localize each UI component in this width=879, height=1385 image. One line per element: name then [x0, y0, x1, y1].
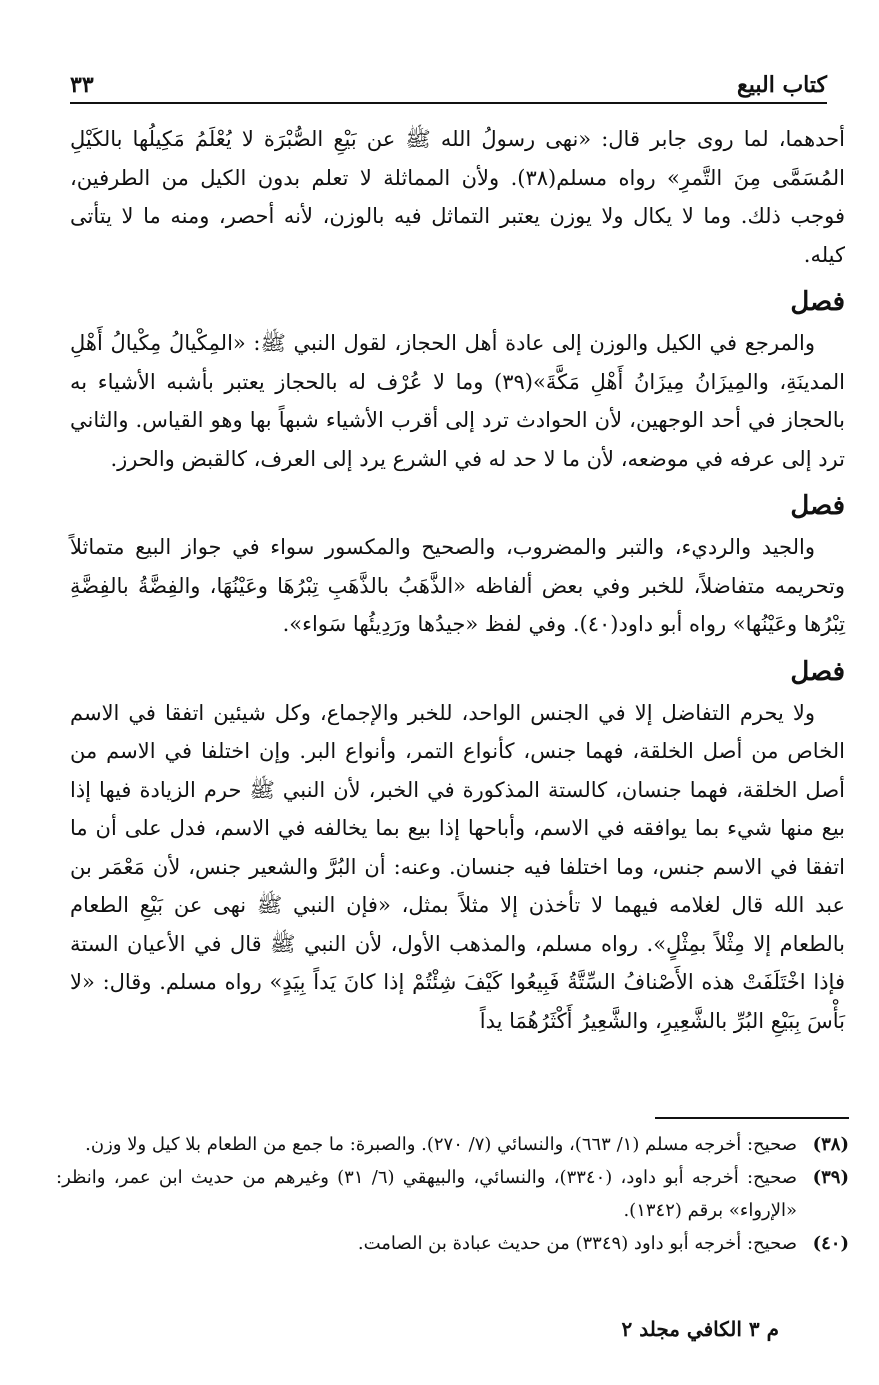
signature-mark: م ٣ الكافي مجلد ٢	[621, 1317, 779, 1341]
footnote-number: (٣٩)	[812, 1167, 849, 1188]
footnote-text: صحيح: أخرجه أبو داود، (٣٣٤٠)، والنسائي، والبيهقي (٦/ ٣١) وغيرهم من حديث ابن عمر، وانظر: «الإرواء» برقم (١٣٤٢).	[56, 1167, 797, 1221]
paragraph-3: والجيد والرديء، والتبر والمضروب، والصحيح والمكسور سواء في جواز البيع متماثلاً وتحريمه متفاضلاً، للخبر وفي بعض ألفاظه «الذَّهَبُ بالذَّهَبِ تِبْرُهَا وعَيْنُهَا، والفِضَّةُ بالفِضَّةِ تِبْرُها وعَيْنُها» رواه أبو داود(٤٠). وفي لفظ «جيدُها ورَدِيئُها سَواء».	[70, 535, 845, 636]
section-heading-2: فصل	[790, 491, 845, 521]
section-heading-1: فصل	[790, 287, 845, 317]
footnote-separator	[655, 1117, 849, 1119]
paragraph-1: أحدهما، لما روى جابر قال: «نهى رسولُ الله ﷺ عن بَيْعِ الصُّبْرَة لا يُعْلَمُ مَكِيلُها بالكَيْلِ المُسَمَّى مِنَ التَّمرِ» رواه مسلم(٣٨). ولأن المماثلة لا تعلم بدون الكيل من الطرفين، فوجب ذلك. وما لا يكال ولا يوزن يعتبر التماثل فيه بالوزن، لأنه أحصر، ومنه ما لا يتأتى كيله.	[70, 127, 845, 267]
footnote-38	[56, 1128, 849, 1161]
page-number: ٣٣	[70, 72, 94, 98]
footnote-number: (٣٨)	[812, 1134, 849, 1155]
paragraph-2: والمرجع في الكيل والوزن إلى عادة أهل الحجاز، لقول النبي ﷺ: «المِكْيالُ مِكْيالُ أَهْلِ المدينَةِ، والمِيزَانُ مِيزَانُ أَهْلِ مَكَّةَ»(٣٩) وما لا عُرْف له بالحجاز يعتبر بأشبه الأشياء به بالحجاز في أحد الوجهين، لأن الحوادث ترد إلى أقرب الأشياء شبهاً بها وهو القياس. والثاني ترد إلى عرفه في موضعه، لأن ما لا حد له في الشرع يرد إلى العرف، كالقبض والحرز.	[70, 331, 845, 471]
footnote-text: صحيح: أخرجه أبو داود (٣٣٤٩) من حديث عبادة بن الصامت.	[357, 1233, 797, 1254]
paragraph-4: ولا يحرم التفاضل إلا في الجنس الواحد، للخبر والإجماع، وكل شيئين اتفقا في الاسم الخاص من أصل الخلقة، فهما جنس، كأنواع التمر، وأنواع البر. وإن اختلفا في الاسم من أصل الخلقة، فهما جنسان، كالستة المذكورة في الخبر، لأن النبي ﷺ حرم الزيادة فيها إذا بيع منها شيء بما يوافقه في الاسم، وأباحها إذا بيع بما يخالفه في الاسم، فدل على أن ما اتفقا في الاسم جنس، وما اختلفا فيه جنسان. وعنه: أن البُرَّ والشعير جنس، لأن مَعْمَر بن عبد الله قال لغلامه فيهما لا تأخذن إلا مثلاً بمثل، «فإن النبي ﷺ نهى عن بَيْعِ الطعام بالطعام إلا مِثْلاً بمِثْلٍ». رواه مسلم، والمذهب الأول، لأن النبي ﷺ قال في الأعيان الستة فإذا اخْتَلَفَتْ هذه الأَصْنافُ السِّتَّةُ فَبِيعُوا كَيْفَ شِئْتُمْ إذا كانَ يَداً بِيَدٍ» رواه مسلم. وقال: «لا بَأْسَ بِبَيْعِ البُرِّ بالشَّعِيرِ، والشَّعِيرُ أَكْثَرُهُمَا يداً	[70, 700, 845, 1033]
footnote-40	[56, 1227, 849, 1260]
section-heading-3: فصل	[790, 656, 845, 687]
page-header	[70, 62, 827, 104]
running-title: كتاب البيع	[737, 72, 827, 98]
main-text	[70, 120, 845, 1040]
footnotes	[56, 1128, 849, 1260]
footnote-number: (٤٠)	[812, 1233, 849, 1254]
footnote-text: صحيح: أخرجه مسلم (١/ ٦٦٣)، والنسائي (٧/ ٢٧٠). والصبرة: ما جمع من الطعام بلا كيل ولا وزن.	[85, 1134, 797, 1155]
footnote-39	[56, 1161, 849, 1227]
